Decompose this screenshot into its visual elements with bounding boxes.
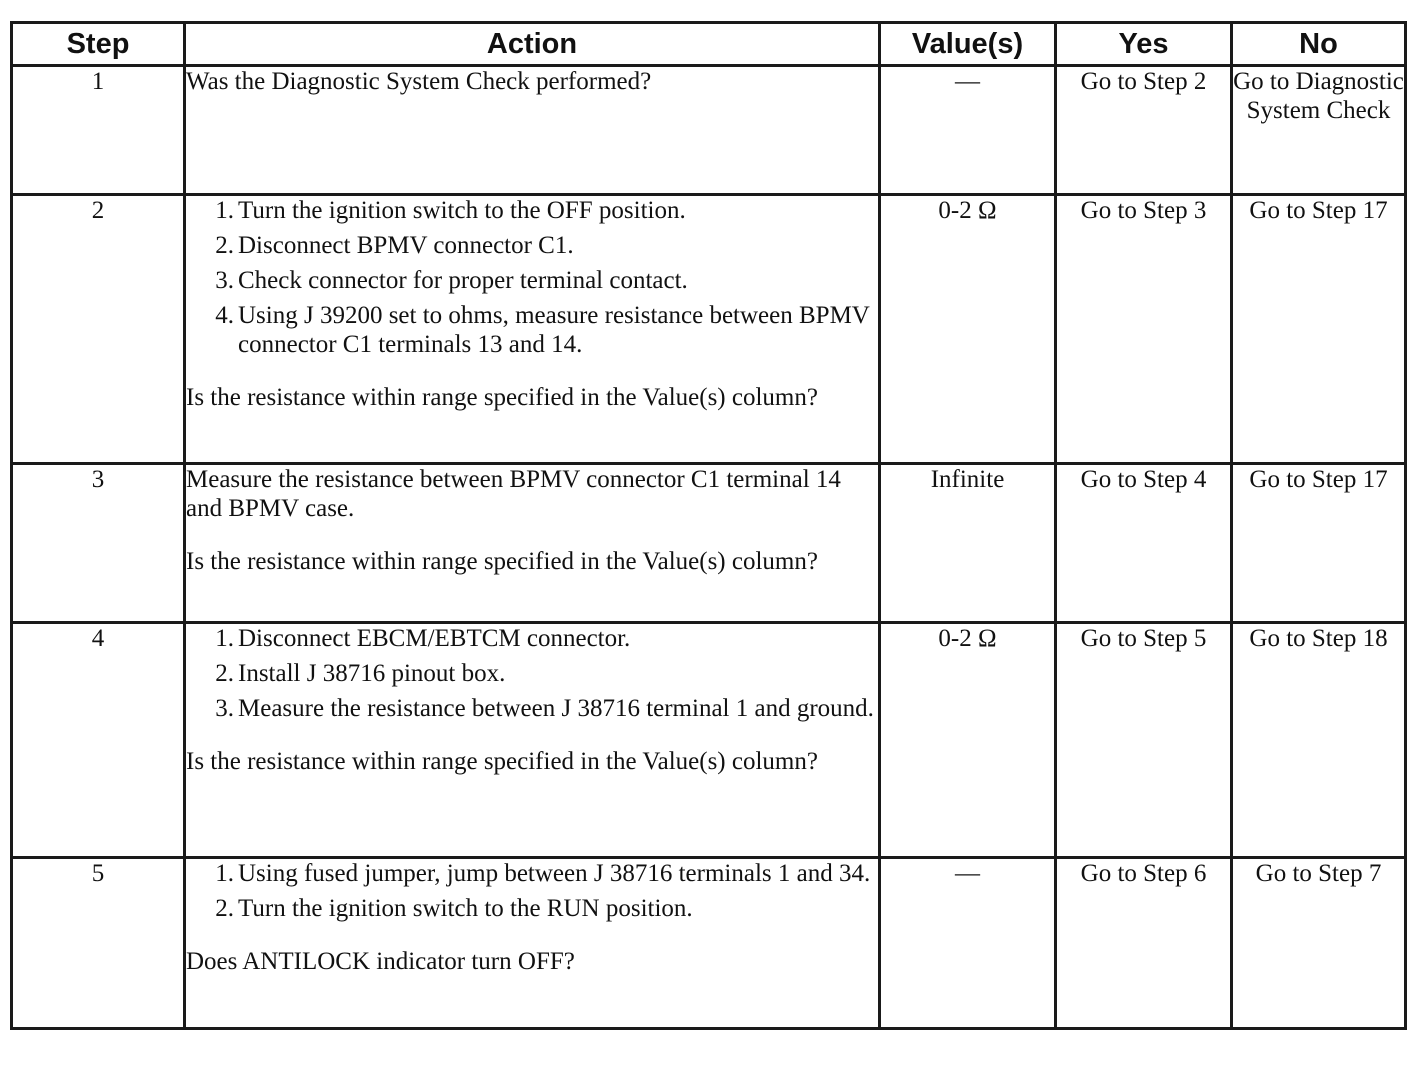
yes-cell: Go to Step 3	[1056, 195, 1232, 464]
no-cell: Go to Step 17	[1232, 195, 1406, 464]
table-row	[12, 858, 1406, 1029]
action-item: 1. Turn the ignition switch to the OFF position.	[215, 197, 686, 224]
action-list	[186, 196, 878, 359]
value-cell: —	[880, 66, 1056, 195]
value-cell: 0-2 Ω	[880, 195, 1056, 464]
question-text: Is the resistance within range specified in the Value(s) column?	[186, 548, 818, 575]
header-no: No	[1232, 23, 1406, 66]
action-cell	[185, 623, 880, 858]
question-text: Does ANTILOCK indicator turn OFF?	[186, 948, 575, 975]
diagnostic-table	[10, 21, 1407, 1030]
table-row	[12, 623, 1406, 858]
action-list	[186, 624, 878, 723]
no-cell: Go to Step 18	[1232, 623, 1406, 858]
header-step: Step	[12, 23, 185, 66]
header-action: Action	[185, 23, 880, 66]
header-yes: Yes	[1056, 23, 1232, 66]
action-item: 3. Check connector for proper terminal contact.	[215, 267, 688, 294]
table-row	[12, 464, 1406, 623]
action-cell	[185, 195, 880, 464]
yes-cell: Go to Step 2	[1056, 66, 1232, 195]
table-row	[12, 195, 1406, 464]
action-item: 2. Turn the ignition switch to the RUN position.	[215, 895, 693, 922]
yes-cell: Go to Step 5	[1056, 623, 1232, 858]
action-cell	[185, 66, 880, 195]
action-item: 2. Disconnect BPMV connector C1.	[215, 232, 574, 259]
action-item: 4. Using J 39200 set to ohms, measure resistance between BPMV connector C1 terminals 13 and 14.	[215, 302, 870, 358]
action-cell	[185, 464, 880, 623]
action-item: 3. Measure the resistance between J 38716 terminal 1 and ground.	[215, 695, 874, 722]
no-cell: Go to Step 17	[1232, 464, 1406, 623]
step-number: 3	[12, 464, 185, 623]
question-text: Is the resistance within range specified in the Value(s) column?	[186, 384, 818, 411]
value-cell: Infinite	[880, 464, 1056, 623]
action-text: Measure the resistance between BPMV connector C1 terminal 14 and BPMV case.	[186, 466, 841, 522]
action-cell	[185, 858, 880, 1029]
no-cell: Go to Step 7	[1232, 858, 1406, 1029]
action-list	[186, 859, 878, 923]
value-cell: 0-2 Ω	[880, 623, 1056, 858]
value-cell: —	[880, 858, 1056, 1029]
yes-cell: Go to Step 6	[1056, 858, 1232, 1029]
action-item: 2. Install J 38716 pinout box.	[215, 660, 506, 687]
action-text: Was the Diagnostic System Check performed?	[186, 68, 652, 95]
step-number: 2	[12, 195, 185, 464]
action-item: 1. Using fused jumper, jump between J 38716 terminals 1 and 34.	[215, 860, 871, 887]
yes-cell: Go to Step 4	[1056, 464, 1232, 623]
action-item: 1. Disconnect EBCM/EBTCM connector.	[215, 625, 631, 652]
no-cell: Go to Diagnostic System Check	[1232, 66, 1406, 195]
question-text: Is the resistance within range specified in the Value(s) column?	[186, 748, 818, 775]
step-number: 4	[12, 623, 185, 858]
step-number: 1	[12, 66, 185, 195]
table-row	[12, 66, 1406, 195]
step-number: 5	[12, 858, 185, 1029]
header-values: Value(s)	[880, 23, 1056, 66]
header-row	[12, 23, 1406, 66]
